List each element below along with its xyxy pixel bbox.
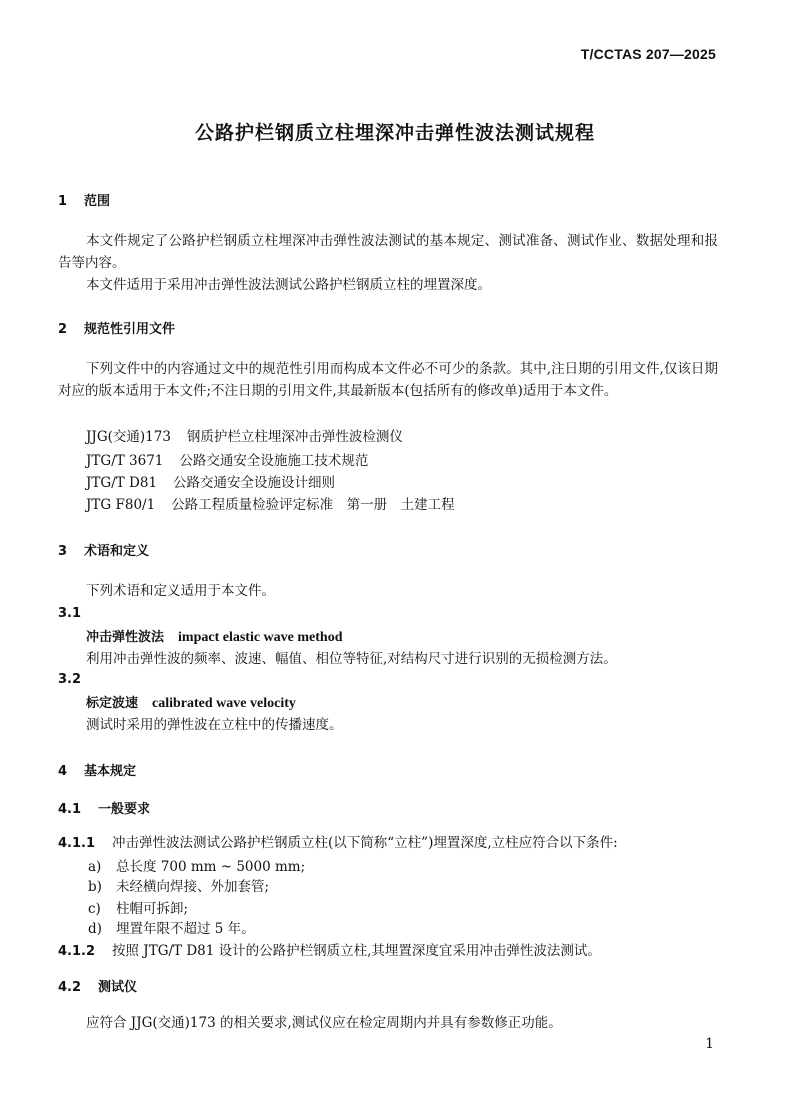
section-1-paragraph-2: 本文件适用于采用冲击弹性波法测试公路护栏钢质立柱的埋置深度。 xyxy=(86,277,491,293)
term-definition: 测试时采用的弹性波在立柱中的传播速度。 xyxy=(86,717,343,733)
subsection-number: 4.2 xyxy=(58,980,82,995)
clause-text: 按照 JTG/T D81 设计的公路护栏钢质立柱,其埋置深度宜采用冲击弹性波法测试。 xyxy=(112,943,601,959)
reference-title: 公路交通安全设施施工技术规范 xyxy=(179,453,369,469)
term-definition: 利用冲击弹性波的频率、波速、幅值、相位等特征,对结构尺寸进行识别的无损检测方法。 xyxy=(86,651,617,667)
reference-code: JTG/T 3671 xyxy=(86,453,164,469)
term-chinese: 标定波速 xyxy=(86,696,139,711)
reference-item xyxy=(86,472,335,494)
term-number: 3.2 xyxy=(58,672,82,687)
section-number: 1 xyxy=(58,194,68,209)
reference-item xyxy=(86,494,455,516)
term-english: impact elastic wave method xyxy=(178,630,343,645)
list-item xyxy=(88,918,255,940)
list-marker: c) xyxy=(88,901,101,917)
list-text: 未经横向焊接、外加套管; xyxy=(116,879,270,895)
clause-4-1-1 xyxy=(58,832,618,855)
list-item xyxy=(88,876,269,898)
list-item xyxy=(88,898,188,920)
section-number: 2 xyxy=(58,322,68,337)
reference-code: JJG(交通)173 xyxy=(86,429,171,445)
section-3-heading xyxy=(58,540,149,559)
reference-code: JTG/T D81 xyxy=(86,475,158,491)
subsection-title: 一般要求 xyxy=(98,802,151,817)
section-1-paragraph-1: 本文件规定了公路护栏钢质立柱埋深冲击弹性波法测试的基本规定、测试准备、测试作业、数据处理和报告等内容。 xyxy=(58,233,718,271)
subsection-number: 4.1 xyxy=(58,802,82,817)
subsection-4-1-heading xyxy=(58,798,150,817)
list-marker: d) xyxy=(88,921,102,937)
list-marker: a) xyxy=(88,859,102,875)
clause-4-1-2 xyxy=(58,940,601,963)
reference-title: 公路工程质量检验评定标准 第一册 土建工程 xyxy=(171,497,455,513)
page-number: 1 xyxy=(705,1036,714,1052)
reference-title: 钢质护栏立柱埋深冲击弹性波检测仪 xyxy=(186,429,403,445)
section-title: 范围 xyxy=(84,194,111,209)
document-code: T/CCTAS 207—2025 xyxy=(580,46,716,62)
reference-item xyxy=(86,450,368,472)
term-english: calibrated wave velocity xyxy=(152,696,296,711)
subsection-4-2-text: 应符合 JJG(交通)173 的相关要求,测试仪应在检定周期内并具有参数修正功能。 xyxy=(86,1015,562,1031)
section-number: 3 xyxy=(58,544,68,559)
clause-number: 4.1.1 xyxy=(58,836,96,851)
term-heading xyxy=(86,626,342,649)
reference-code: JTG F80/1 xyxy=(86,497,156,513)
section-title: 术语和定义 xyxy=(84,544,150,559)
subsection-title: 测试仪 xyxy=(98,980,138,995)
list-item xyxy=(88,856,305,878)
subsection-4-2-heading xyxy=(58,976,137,995)
reference-title: 公路交通安全设施设计细则 xyxy=(173,475,336,491)
section-1-heading xyxy=(58,190,110,209)
section-title: 基本规定 xyxy=(84,764,137,779)
list-text: 埋置年限不超过 5 年。 xyxy=(116,921,255,937)
section-title: 规范性引用文件 xyxy=(84,322,176,337)
term-chinese: 冲击弹性波法 xyxy=(86,630,165,645)
list-marker: b) xyxy=(88,879,102,895)
term-heading xyxy=(86,692,296,715)
section-2-paragraph: 下列文件中的内容通过文中的规范性引用而构成本文件必不可少的条款。其中,注日期的引用文件,仅该日期对应的版本适用于本文件;不注日期的引用文件,其最新版本(包括所有的修改单)适用于本文件。 xyxy=(58,361,718,399)
document-title: 公路护栏钢质立柱埋深冲击弹性波法测试规程 xyxy=(194,122,595,144)
term-number: 3.1 xyxy=(58,606,82,621)
section-2-heading xyxy=(58,318,175,337)
list-text: 总长度 700 mm ~ 5000 mm; xyxy=(116,859,306,875)
section-number: 4 xyxy=(58,764,68,779)
section-3-intro: 下列术语和定义适用于本文件。 xyxy=(86,583,275,599)
list-text: 柱帽可拆卸; xyxy=(116,901,189,917)
section-4-heading xyxy=(58,760,136,779)
clause-number: 4.1.2 xyxy=(58,944,96,959)
reference-item xyxy=(86,426,403,448)
clause-text: 冲击弹性波法测试公路护栏钢质立柱(以下简称“立柱”)埋置深度,立柱应符合以下条件: xyxy=(112,835,618,851)
